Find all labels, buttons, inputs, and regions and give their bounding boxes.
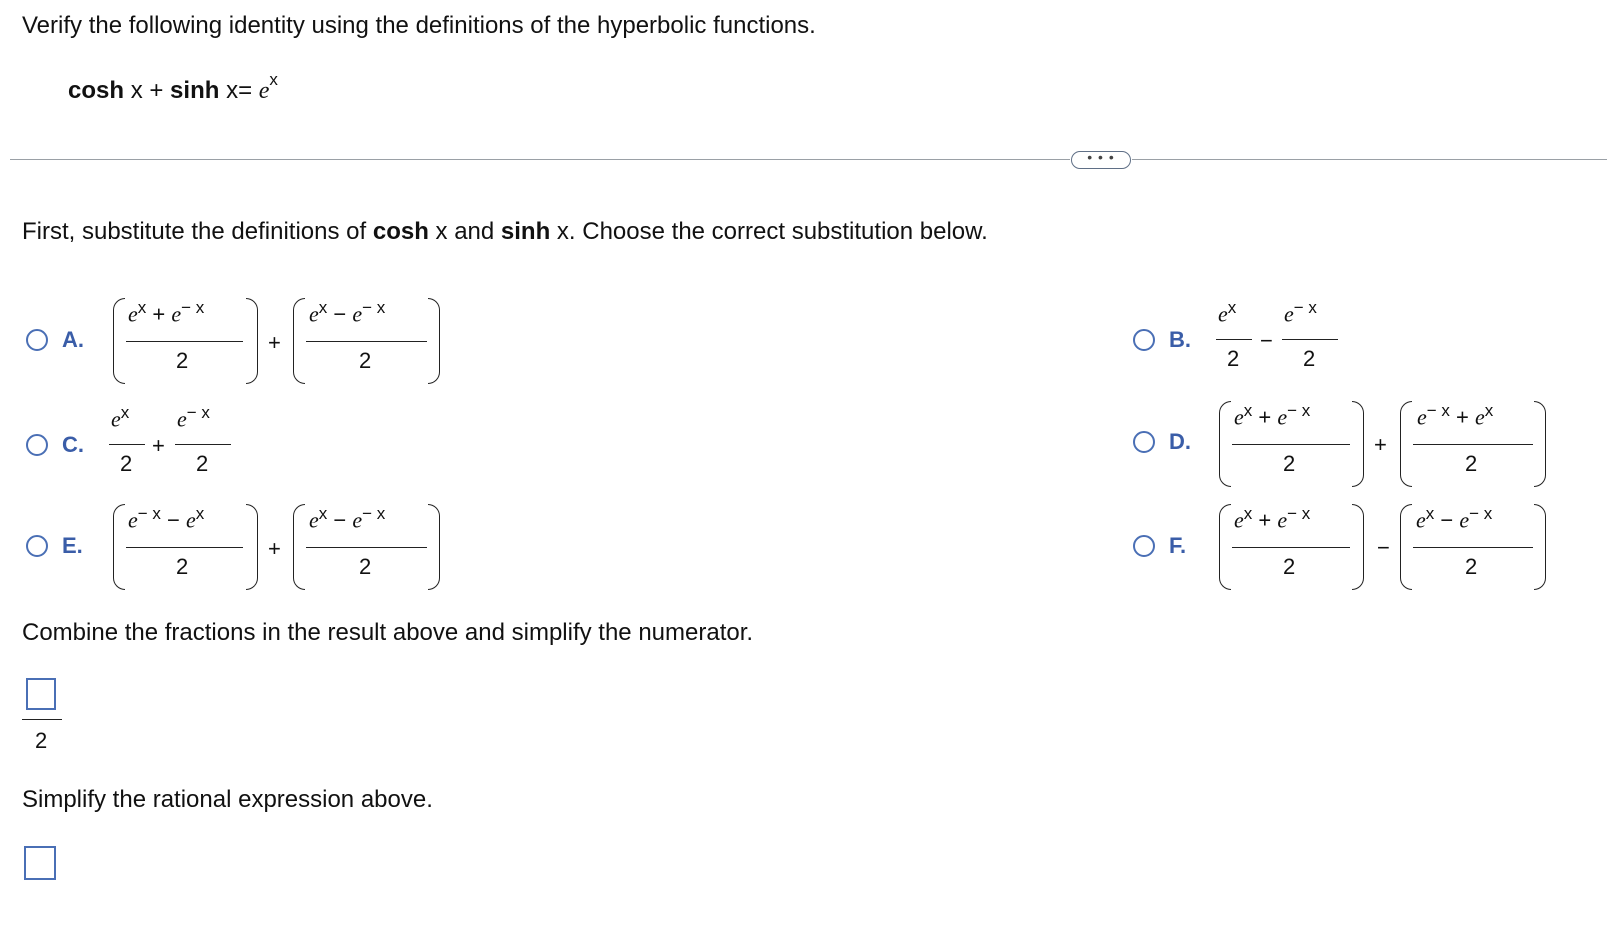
paren-right: [1534, 401, 1546, 487]
paren-right: [428, 298, 440, 384]
numerator: $e^x + e^{- x}$: [1234, 504, 1311, 533]
denominator: 2: [1283, 451, 1296, 476]
fraction-bar: [109, 444, 145, 445]
paren-left: [1219, 401, 1231, 487]
fraction-bar: [1282, 339, 1338, 340]
fraction-bar: [306, 341, 427, 342]
step1-suffix: x. Choose the correct substitution below.: [550, 218, 988, 245]
option-c-radio[interactable]: [26, 434, 48, 456]
identity-sinh: sinh: [170, 77, 220, 104]
paren-left: [1400, 504, 1412, 590]
paren-right: [1352, 401, 1364, 487]
fraction-bar: [1216, 339, 1252, 340]
fraction-bar: [175, 444, 231, 445]
paren-right: [1534, 504, 1546, 590]
operator: −: [1377, 535, 1390, 560]
step1-prefix: First, substitute the definitions of: [22, 218, 373, 245]
numerator: $e^x + e^{- x}$: [128, 298, 205, 327]
operator: +: [268, 536, 281, 561]
numerator: $e^x - e^{- x}$: [309, 298, 386, 327]
option-d-radio[interactable]: [1133, 431, 1155, 453]
separator-left: [10, 159, 1070, 160]
identity-x2: x: [226, 77, 239, 104]
question-prompt: Verify the following identity using the definitions of the hyperbolic functions.: [22, 12, 816, 39]
step1-mid: x and: [428, 218, 501, 245]
fraction-bar: [306, 547, 427, 548]
fraction-bar: [1413, 444, 1533, 445]
paren-left: [293, 504, 305, 590]
denominator: 2: [1465, 554, 1478, 579]
operator: +: [268, 330, 281, 355]
more-button[interactable]: • • •: [1071, 151, 1131, 169]
paren-left: [1400, 401, 1412, 487]
denominator: 2: [176, 348, 189, 373]
paren-left: [293, 298, 305, 384]
option-b-radio[interactable]: [1133, 329, 1155, 351]
identity-cosh: cosh: [68, 77, 125, 104]
denominator: 2: [176, 554, 189, 579]
separator-right: [1132, 159, 1607, 160]
fraction-bar: [126, 341, 243, 342]
paren-left: [113, 504, 125, 590]
fraction-bar: [126, 547, 243, 548]
simplified-answer-input[interactable]: [24, 846, 56, 880]
fraction-bar: [1413, 547, 1533, 548]
numerator-answer-input[interactable]: [26, 678, 56, 710]
fraction-bar: [1232, 444, 1350, 445]
denominator: 2: [120, 451, 133, 476]
denominator: 2: [359, 554, 372, 579]
option-c-label[interactable]: C.: [62, 432, 84, 457]
option-e-radio[interactable]: [26, 535, 48, 557]
denominator: 2: [1283, 554, 1296, 579]
denominator: 2: [196, 451, 209, 476]
step1-cosh: cosh: [372, 218, 429, 245]
step1-sinh: sinh: [500, 218, 551, 245]
answer-denominator: 2: [35, 728, 48, 753]
option-a-label[interactable]: A.: [62, 327, 84, 352]
option-b-label[interactable]: B.: [1169, 327, 1191, 352]
denominator: 2: [1227, 346, 1240, 371]
denominator: 2: [359, 348, 372, 373]
paren-left: [1219, 504, 1231, 590]
identity-x1: x: [130, 77, 143, 104]
identity-plus: +: [149, 77, 164, 104]
identity-equation: [68, 70, 278, 105]
step3-instruction: Simplify the rational expression above.: [22, 786, 433, 813]
option-d-label[interactable]: D.: [1169, 429, 1191, 454]
option-a-radio[interactable]: [26, 329, 48, 351]
identity-exp: x: [269, 70, 278, 89]
operator: +: [1374, 432, 1387, 457]
paren-right: [428, 504, 440, 590]
paren-left: [113, 298, 125, 384]
numerator: $e^{- x}$: [1284, 298, 1317, 327]
identity-eq: =: [238, 77, 253, 104]
numerator: $e^x - e^{- x}$: [1416, 504, 1493, 533]
step1-instruction: [22, 218, 988, 246]
option-f-radio[interactable]: [1133, 535, 1155, 557]
numerator: $e^x + e^{- x}$: [1234, 401, 1311, 430]
answer-fraction-bar: [22, 719, 62, 720]
paren-right: [246, 298, 258, 384]
paren-right: [246, 504, 258, 590]
step2-instruction: Combine the fractions in the result above and simplify the numerator.: [22, 619, 754, 646]
identity-e: e: [258, 78, 270, 104]
numerator: $e^{- x} + e^x$: [1417, 401, 1494, 430]
numerator: $e^{- x}$: [177, 403, 210, 432]
option-e-label[interactable]: E.: [62, 533, 83, 558]
denominator: 2: [1303, 346, 1316, 371]
operator: −: [1260, 328, 1273, 353]
operator: +: [152, 433, 165, 458]
option-f-label[interactable]: F.: [1169, 533, 1187, 558]
numerator: $e^x$: [111, 403, 130, 432]
fraction-bar: [1232, 547, 1350, 548]
numerator: $e^x - e^{- x}$: [309, 504, 386, 533]
numerator: $e^x$: [1218, 298, 1237, 327]
numerator: $e^{- x} - e^x$: [128, 504, 205, 533]
paren-right: [1352, 504, 1364, 590]
denominator: 2: [1465, 451, 1478, 476]
